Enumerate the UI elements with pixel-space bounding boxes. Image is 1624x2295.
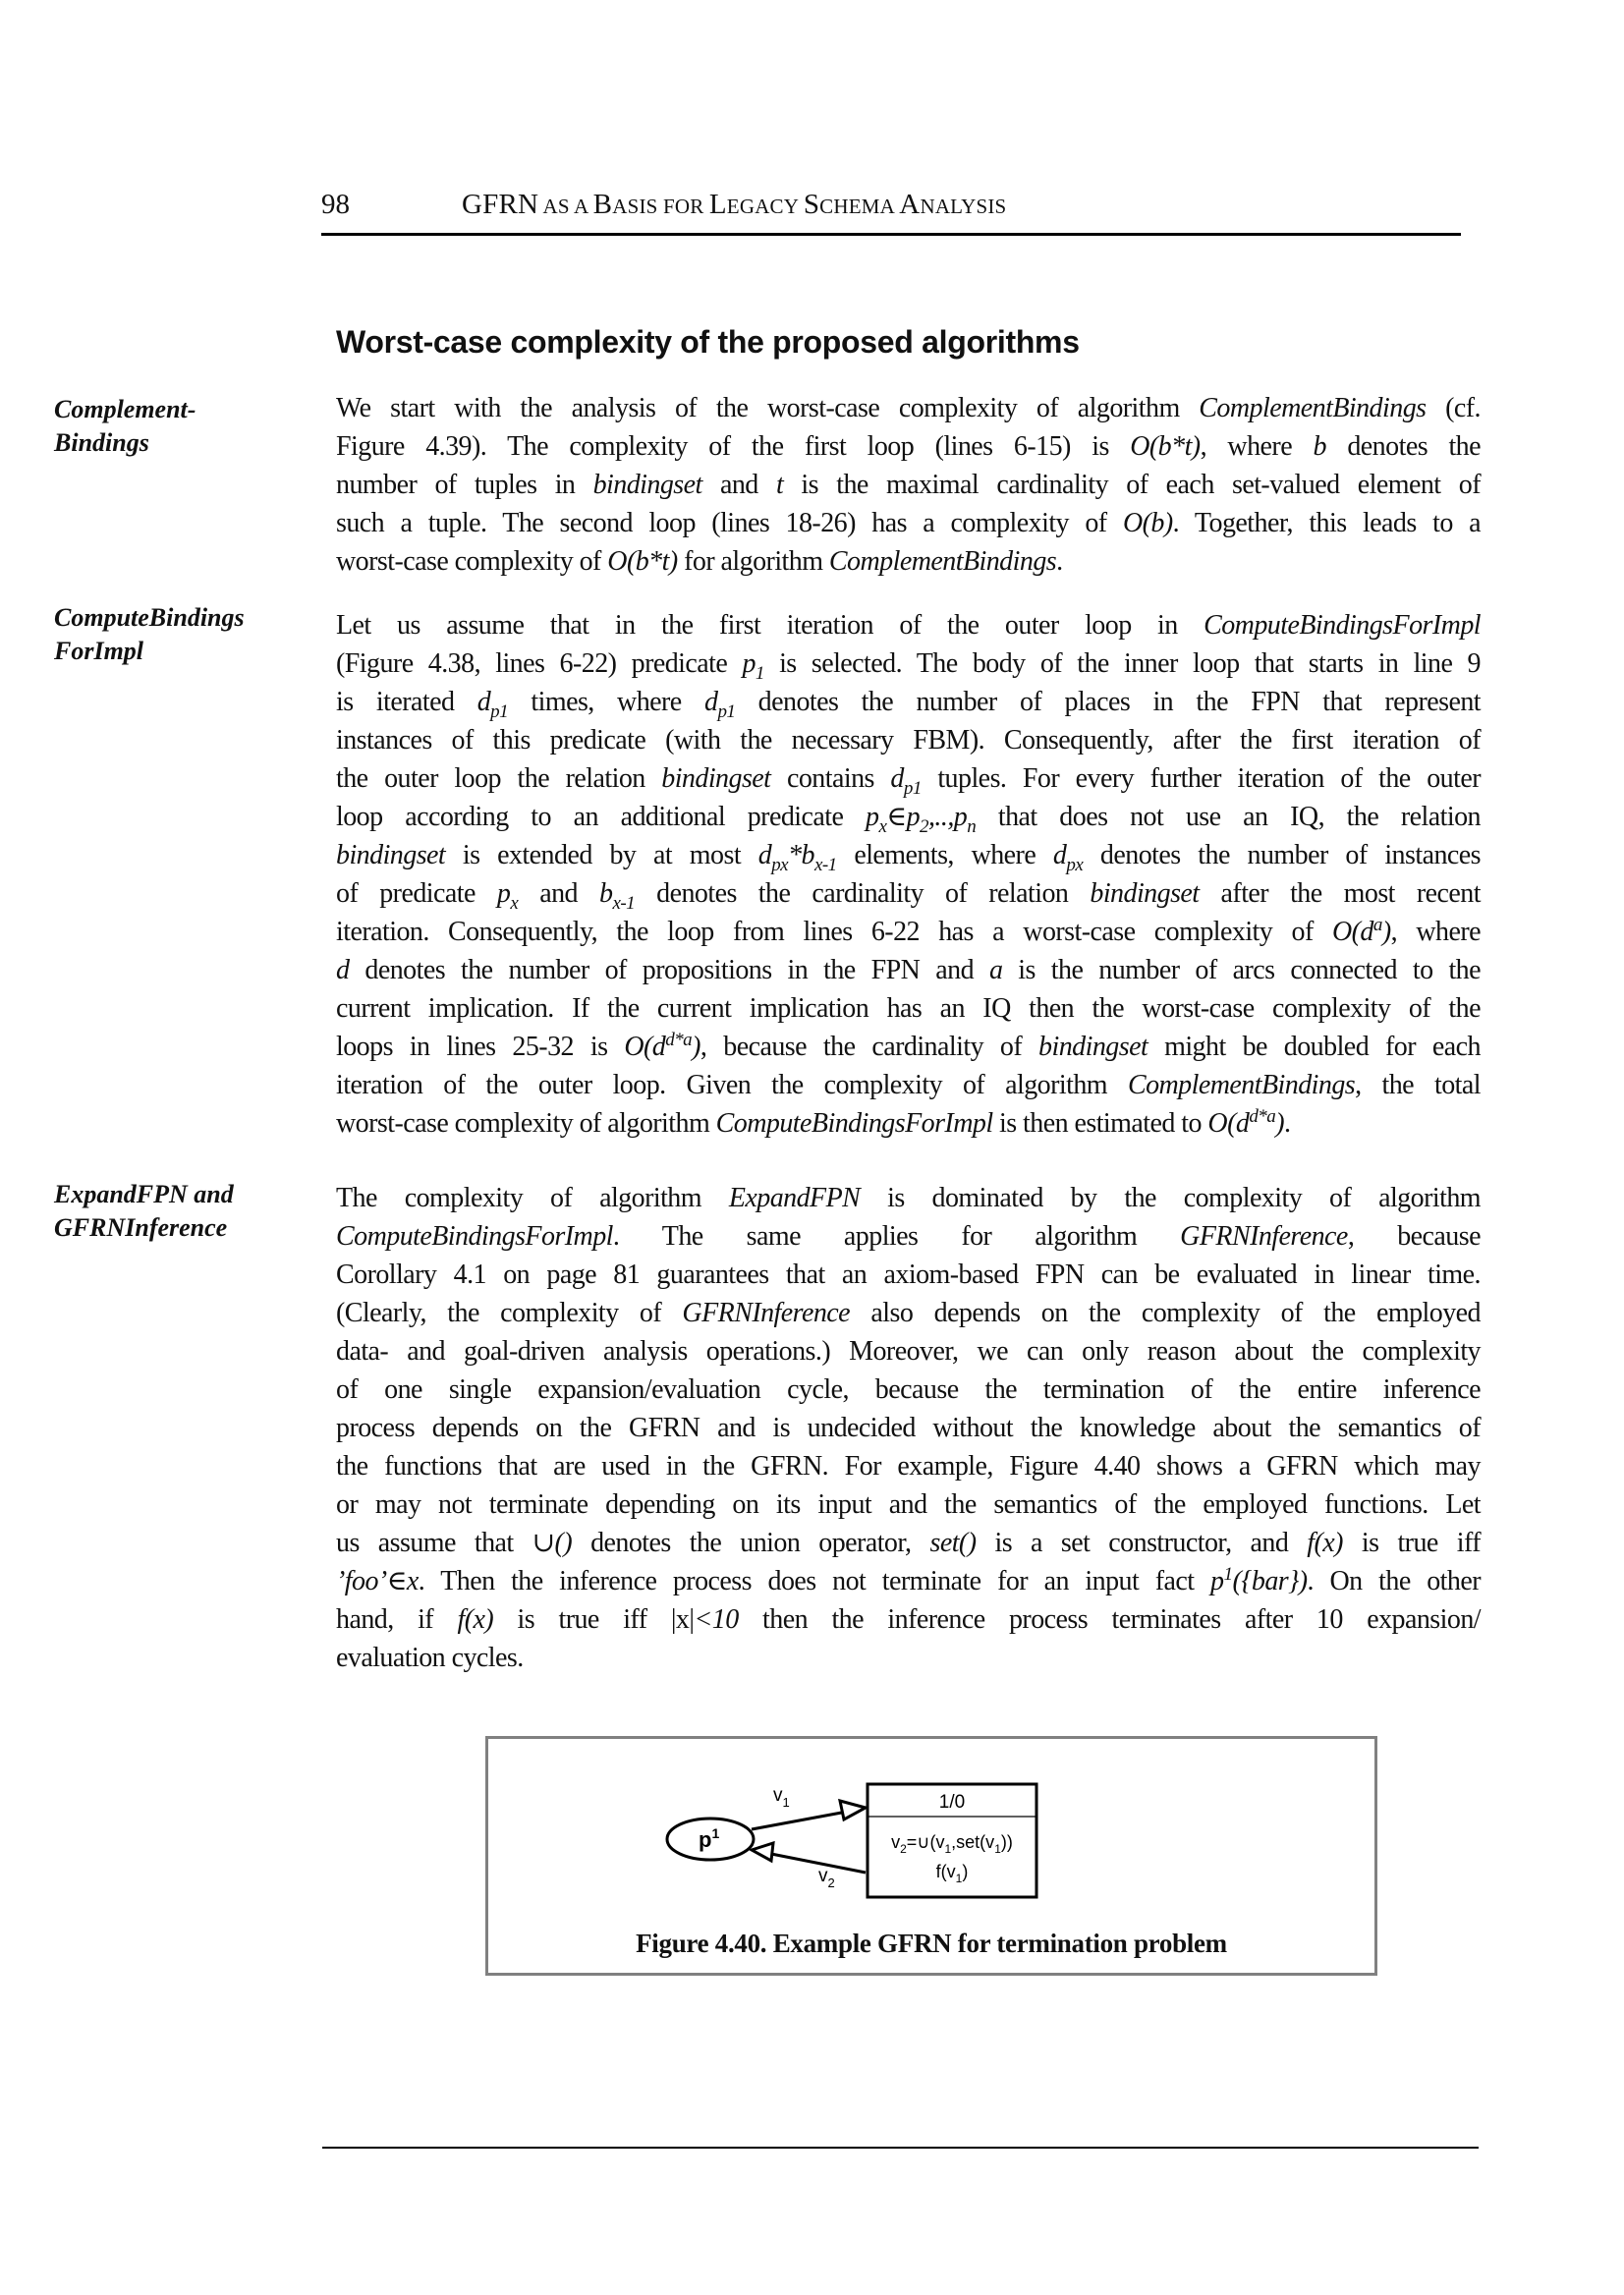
text-line: We start with the analysis of the worst-case complexity of algorithm ComplementBindings (cf. bbox=[336, 393, 1481, 423]
text-line: iteration of the outer loop. Given the complexity of algorithm ComplementBindings, the total bbox=[336, 1070, 1481, 1100]
text-line: d denotes the number of propositions in the FPN and a is the number of arcs connected to the bbox=[336, 955, 1481, 985]
text-line: The complexity of algorithm ExpandFPN is dominated by the complexity of algorithm bbox=[336, 1183, 1481, 1213]
transition-assignment: $v_2=\cup(v_1,set(v_1))$ bbox=[891, 1832, 1013, 1856]
arrowhead-v2-icon bbox=[752, 1843, 773, 1861]
text-line: (Figure 4.38, lines 6-22) predicate $p_1$ is selected. The body of the inner loop that starts in line 9 bbox=[336, 648, 1481, 684]
running-head bbox=[321, 189, 1461, 228]
text-line: data- and goal-driven analysis operations.) Moreover, we can only reason about the complexity bbox=[336, 1336, 1481, 1367]
transition-header: 1/0 bbox=[938, 1792, 966, 1813]
figure-caption: Figure 4.40. Example GFRN for termination problem bbox=[636, 1929, 1227, 1958]
page-number: 98 bbox=[321, 189, 350, 220]
text-line: evaluation cycles. bbox=[336, 1643, 524, 1673]
margin-note-line: Complement- bbox=[54, 395, 196, 423]
arc-v1 bbox=[752, 1812, 847, 1829]
running-title: GFRN AS A BASIS FOR LEGACY SCHEMA ANALYSIS bbox=[462, 189, 1007, 220]
text-line: bindingset is extended by at most $d_{px}*b_{x-1}$ elements, where $d_{px}$ denotes the number of instances bbox=[336, 840, 1482, 875]
arc-v2-label: $v_2$ bbox=[818, 1866, 835, 1890]
text-line: Corollary 4.1 on page 81 guarantees that an axiom-based FPN can be evaluated in linear time. bbox=[336, 1259, 1481, 1290]
text-line: of one single expansion/evaluation cycle, because the termination of the entire inference bbox=[336, 1374, 1481, 1405]
text-line: loops in lines 25-32 is $O(d^{d*a})$, because the cardinality of bindingset might be doubled for each bbox=[336, 1030, 1481, 1062]
margin-note bbox=[54, 393, 300, 460]
margin-note bbox=[54, 1178, 300, 1245]
text-line: such a tuple. The second loop (lines 18-26) has a complexity of O(b). Together, this leads to a bbox=[336, 508, 1482, 538]
text-line: iteration. Consequently, the loop from lines 6-22 has a worst-case complexity of $O(d^a)$, where bbox=[336, 915, 1481, 947]
figure-4-40 bbox=[485, 1736, 1377, 1976]
text-line: worst-case complexity of algorithm ComputeBindingsForImpl is then estimated to $O(d^{d*a})$. bbox=[336, 1106, 1291, 1139]
text-line: process depends on the GFRN and is undecided without the knowledge about the semantics of bbox=[336, 1413, 1481, 1443]
margin-note-line: ForImpl bbox=[54, 637, 144, 665]
text-line: current implication. If the current implication has an IQ then the worst-case complexity of the bbox=[336, 993, 1481, 1024]
place-label: $p^1$ bbox=[699, 1825, 720, 1852]
text-line: ComputeBindingsForImpl. The same applies for algorithm GFRNInference, because bbox=[336, 1221, 1481, 1252]
text-line: loop according to an additional predicate $p_x\in p_2,..,p_n$ that does not use an IQ, the relation bbox=[336, 802, 1481, 837]
paragraph bbox=[336, 389, 1481, 581]
text-line: (Clearly, the complexity of GFRNInference also depends on the complexity of the employed bbox=[336, 1298, 1481, 1328]
arc-v1-label: $v_1$ bbox=[773, 1785, 790, 1810]
text-line: is iterated $d_{p1}$ times, where $d_{p1}$ denotes the number of places in the FPN that represent bbox=[336, 687, 1481, 722]
margin-note-line: ExpandFPN and bbox=[54, 1180, 234, 1208]
text-line: or may not terminate depending on its input and the semantics of the employed functions. Let bbox=[336, 1489, 1481, 1520]
text-line: Let us assume that in the first iteration of the outer loop in ComputeBindingsForImpl bbox=[336, 610, 1481, 641]
margin-note-line: ComputeBindings bbox=[54, 603, 245, 632]
text-line: the outer loop the relation bindingset contains $d_{p1}$ tuples. For every further iteration of the outer bbox=[336, 763, 1481, 799]
transition-condition: $f(v_1)$ bbox=[935, 1862, 969, 1885]
footer-rule bbox=[322, 2147, 1479, 2149]
text-line: Figure 4.39). The complexity of the first loop (lines 6-15) is O(b*t), where b denotes the bbox=[336, 431, 1481, 462]
text-line: of predicate $p_x$ and $b_{x-1}$ denotes the cardinality of relation bindingset after the most recent bbox=[336, 878, 1481, 914]
paragraph bbox=[336, 1179, 1481, 1677]
header-rule bbox=[321, 233, 1461, 236]
text-line: the functions that are used in the GFRN. For example, Figure 4.40 shows a GFRN which may bbox=[336, 1451, 1481, 1482]
section-heading: Worst-case complexity of the proposed algorithms bbox=[336, 324, 1080, 360]
paragraph bbox=[336, 606, 1481, 1143]
text-line: ’foo’∈x. Then the inference process does not terminate for an input fact $p^1(\{bar\})$. On the other bbox=[336, 1564, 1482, 1596]
margin-note bbox=[54, 601, 300, 668]
text-line: hand, if f(x) is true iff |x|<10 then the inference process terminates after 10 expansion/ bbox=[336, 1604, 1482, 1635]
text-line: worst-case complexity of O(b*t) for algorithm ComplementBindings. bbox=[336, 546, 1063, 577]
text-line: number of tuples in bindingset and t is the maximal cardinality of each set-valued element of bbox=[336, 470, 1481, 500]
margin-note-line: GFRNInference bbox=[54, 1213, 228, 1242]
text-line: us assume that ∪() denotes the union operator, set() is a set constructor, and f(x) is true iff bbox=[336, 1528, 1482, 1558]
arrowhead-v1-icon bbox=[840, 1801, 866, 1819]
margin-note-line: Bindings bbox=[54, 428, 149, 457]
text-line: instances of this predicate (with the necessary FBM). Consequently, after the first iteration of bbox=[336, 725, 1481, 756]
